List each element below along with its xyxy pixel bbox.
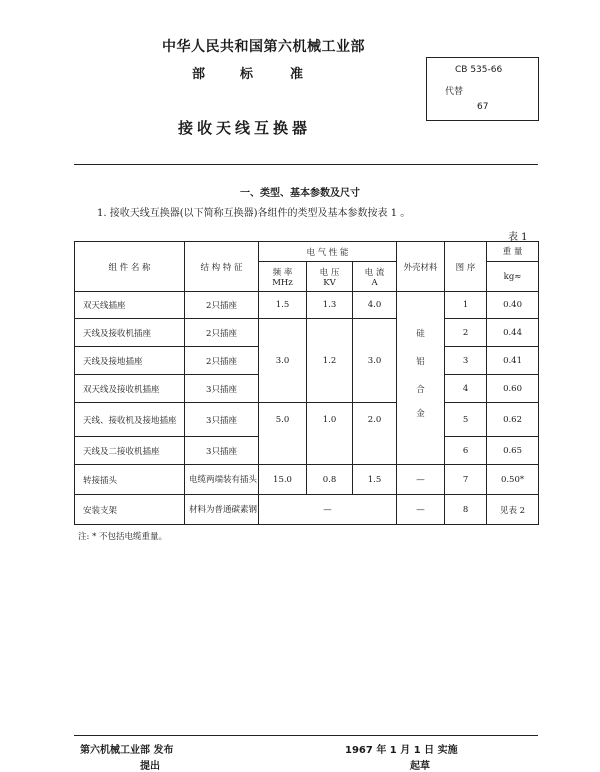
row-drawing: 7 (445, 465, 487, 495)
row-weight: 0.41 (487, 347, 539, 375)
ministry-heading: 中华人民共和国第六机械工业部 (162, 39, 365, 55)
shell-material-char: 硅 (397, 319, 445, 347)
standard-code: CB 535-66 (455, 65, 503, 75)
table-row (75, 319, 539, 347)
row-name: 天线及接地插座 (75, 347, 185, 375)
freq-label: 频 率 (272, 267, 293, 278)
row-name: 双天线插座 (75, 292, 185, 319)
row-curr: 3.0 (353, 347, 397, 375)
row-volt: 1.3 (307, 292, 353, 319)
row-weight: 0.62 (487, 403, 539, 437)
standard-type-char: 准 (290, 67, 304, 82)
standard-code-box (426, 57, 539, 121)
header-drawing: 图 序 (445, 242, 487, 292)
drafter: 起草 (410, 761, 430, 772)
row-weight: 0.65 (487, 437, 539, 465)
table-note: 注: * 不包括电缆重量。 (78, 532, 168, 542)
row-drawing: 6 (445, 437, 487, 465)
row-freq: 15.0 (259, 465, 307, 495)
row-structure: 2只插座 (185, 292, 259, 319)
row-freq: 3.0 (259, 347, 307, 375)
row-drawing: 5 (445, 403, 487, 437)
row-volt: 1.2 (307, 347, 353, 375)
row-curr: 4.0 (353, 292, 397, 319)
header-freq (259, 262, 307, 292)
row-curr (353, 375, 397, 403)
curr-unit: A (371, 277, 378, 288)
replaces-label: 代替 (445, 87, 464, 97)
row-curr (353, 437, 397, 465)
row-weight: 见表 2 (487, 495, 539, 525)
row-freq: 1.5 (259, 292, 307, 319)
shell-cell (397, 292, 445, 319)
row-structure: 材料为普通碳素钢 (185, 495, 259, 525)
parameter-table (74, 241, 539, 525)
shell-material-char: 铝 (397, 347, 445, 375)
table-row (75, 292, 539, 319)
header-structure: 结 构 特 征 (185, 242, 259, 292)
standard-type-char: 部 (192, 67, 206, 82)
table-row (75, 375, 539, 403)
row-volt: 1.0 (307, 403, 353, 437)
table-row (75, 495, 539, 525)
row-weight: 0.44 (487, 319, 539, 347)
header-divider (74, 164, 538, 165)
row-name: 转接插头 (75, 465, 185, 495)
row-drawing: 2 (445, 319, 487, 347)
header-weight-unit: kg≈ (487, 262, 539, 292)
table-row (75, 437, 539, 465)
row-name: 安装支架 (75, 495, 185, 525)
section-paragraph: 1. 接收天线互换器(以下简称互换器)各组件的类型及基本参数按表 1 。 (97, 208, 411, 219)
header-shell: 外壳材料 (397, 242, 445, 292)
row-name: 天线、接收机及接地插座 (75, 403, 185, 437)
row-curr: 1.5 (353, 465, 397, 495)
table-row (75, 403, 539, 437)
row-shell: — (397, 495, 445, 525)
table-row (75, 347, 539, 375)
publisher: 第六机械工业部 发布 (80, 745, 174, 756)
header-electrical: 电 气 性 能 (259, 242, 397, 262)
row-weight: 0.60 (487, 375, 539, 403)
row-shell: — (397, 465, 445, 495)
document-title: 接收天线互换器 (178, 119, 312, 137)
curr-label: 电 流 (364, 267, 385, 278)
row-name: 双天线及接收机插座 (75, 375, 185, 403)
row-freq (259, 375, 307, 403)
proposer: 提出 (140, 761, 160, 772)
row-freq (259, 437, 307, 465)
volt-label: 电 压 (319, 267, 340, 278)
row-curr: 2.0 (353, 403, 397, 437)
header-weight: 重 量 (487, 242, 539, 262)
row-volt (307, 375, 353, 403)
header-curr (353, 262, 397, 292)
row-drawing: 1 (445, 292, 487, 319)
row-volt (307, 319, 353, 347)
row-volt (307, 437, 353, 465)
row-structure: 2只插座 (185, 347, 259, 375)
row-freq: 5.0 (259, 403, 307, 437)
shell-material-char: 合 (397, 375, 445, 403)
section-heading: 一、类型、基本参数及尺寸 (240, 188, 360, 199)
standard-type-char: 标 (240, 67, 254, 82)
shell-material-char: 金 (397, 403, 445, 437)
row-curr (353, 319, 397, 347)
row-name: 天线及接收机插座 (75, 319, 185, 347)
row-structure: 2只插座 (185, 319, 259, 347)
header-name: 组 件 名 称 (75, 242, 185, 292)
row-drawing: 8 (445, 495, 487, 525)
row-name: 天线及二接收机插座 (75, 437, 185, 465)
row-freq (259, 319, 307, 347)
row-drawing: 4 (445, 375, 487, 403)
table-label: 表 1 (508, 232, 528, 243)
row-electrical-merged: — (259, 495, 397, 525)
row-drawing: 3 (445, 347, 487, 375)
replaces-number: 67 (477, 102, 489, 112)
row-weight: 0.50* (487, 465, 539, 495)
freq-unit: MHz (272, 277, 293, 288)
row-structure: 3只插座 (185, 403, 259, 437)
row-weight: 0.40 (487, 292, 539, 319)
volt-unit: KV (323, 277, 336, 288)
row-structure: 电缆两端装有插头 (185, 465, 259, 495)
header-volt (307, 262, 353, 292)
implementation-date: 1967 年 1 月 1 日 实施 (345, 745, 458, 756)
row-structure: 3只插座 (185, 437, 259, 465)
shell-cell (397, 437, 445, 465)
footer-divider (74, 735, 538, 736)
table-row (75, 465, 539, 495)
row-volt: 0.8 (307, 465, 353, 495)
row-structure: 3只插座 (185, 375, 259, 403)
